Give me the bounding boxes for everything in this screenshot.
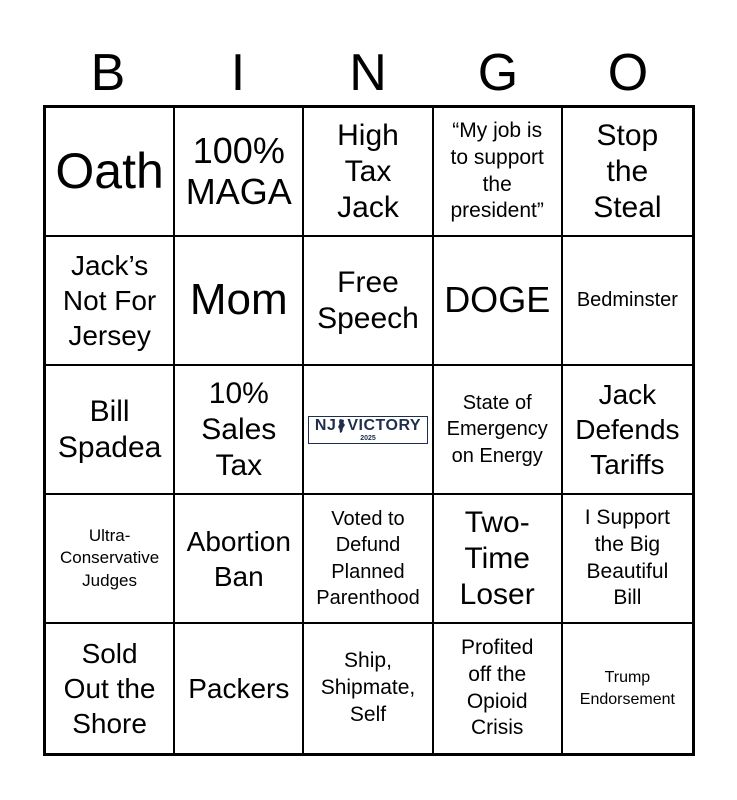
bingo-cell-text: “My job is to support the president”: [450, 118, 544, 223]
bingo-cell-text: 10% Sales Tax: [201, 376, 277, 482]
bingo-cell-text: Abortion Ban: [186, 525, 291, 592]
bingo-cell-text: Ultra- Conservative Judges: [59, 526, 160, 590]
bingo-cell-b-4[interactable]: [46, 495, 175, 624]
header-letter-o: O: [607, 44, 649, 102]
bingo-cell-i-4[interactable]: [175, 495, 304, 624]
bingo-cell-text: High Tax Jack: [337, 118, 399, 224]
bingo-cell-text: DOGE: [444, 279, 551, 321]
bingo-cell-text: Jack’s Not For Jersey: [62, 250, 157, 351]
bingo-cell-i-2[interactable]: [175, 237, 304, 366]
bingo-cell-i-5[interactable]: [175, 624, 304, 753]
bingo-cell-text: Free Speech: [317, 265, 419, 335]
bingo-cell-g-5[interactable]: [434, 624, 563, 753]
bingo-cell-b-5[interactable]: [46, 624, 175, 753]
free-space-cell[interactable]: [304, 366, 433, 495]
bingo-cell-text: State of Emergency on Energy: [446, 391, 548, 467]
bingo-header: [43, 42, 693, 104]
bingo-cell-i-3[interactable]: [175, 366, 304, 495]
bingo-cell-text: Jack Defends Tariffs: [575, 379, 680, 480]
new-jersey-state-icon: [338, 419, 345, 433]
bingo-cell-b-3[interactable]: [46, 366, 175, 495]
logo-left-text: NJ: [314, 416, 337, 434]
logo-year: 2025: [360, 434, 376, 442]
bingo-cell-text: 100% MAGA: [185, 129, 292, 212]
bingo-cell-text: Profited off the Opioid Crisis: [461, 635, 534, 740]
bingo-cell-g-3[interactable]: [434, 366, 563, 495]
bingo-cell-n-1[interactable]: [304, 108, 433, 237]
bingo-cell-o-5[interactable]: [563, 624, 692, 753]
nj-victory-logo: [308, 416, 427, 444]
bingo-cell-o-1[interactable]: [563, 108, 692, 237]
bingo-cell-o-3[interactable]: [563, 366, 692, 495]
bingo-cell-b-1[interactable]: [46, 108, 175, 237]
bingo-cell-n-5[interactable]: [304, 624, 433, 753]
bingo-cell-i-1[interactable]: [175, 108, 304, 237]
bingo-cell-text: Mom: [189, 275, 288, 325]
header-letter-g: G: [477, 44, 519, 102]
bingo-cell-text: Bill Spadea: [57, 394, 162, 464]
bingo-cell-g-4[interactable]: [434, 495, 563, 624]
bingo-cell-g-1[interactable]: [434, 108, 563, 237]
bingo-cell-text: Oath: [55, 143, 164, 199]
bingo-board: [43, 105, 695, 756]
header-letter-n: N: [349, 44, 387, 102]
bingo-cell-text: I Support the Big Beautiful Bill: [584, 505, 670, 610]
bingo-cell-n-4[interactable]: [304, 495, 433, 624]
logo-right-text: VICTORY: [347, 416, 422, 434]
header-letter-b: B: [90, 44, 126, 102]
bingo-cell-g-2[interactable]: [434, 237, 563, 366]
bingo-cell-n-2[interactable]: [304, 237, 433, 366]
bingo-cell-text: Ship, Shipmate, Self: [320, 649, 416, 726]
bingo-cell-text: Stop the Steal: [593, 118, 662, 224]
header-letter-i: I: [230, 44, 246, 102]
bingo-cell-b-2[interactable]: [46, 237, 175, 366]
bingo-cell-text: Two- Time Loser: [459, 505, 535, 611]
bingo-cell-text: Voted to Defund Planned Parenthood: [316, 507, 420, 609]
bingo-cell-text: Trump Endorsement: [579, 668, 675, 708]
bingo-cell-o-4[interactable]: [563, 495, 692, 624]
logo-wordmark: [315, 418, 421, 434]
bingo-cell-text: Sold Out the Shore: [63, 638, 156, 739]
bingo-cell-o-2[interactable]: [563, 237, 692, 366]
bingo-cell-text: Packers: [188, 673, 290, 704]
bingo-cell-text: Bedminster: [576, 289, 678, 312]
